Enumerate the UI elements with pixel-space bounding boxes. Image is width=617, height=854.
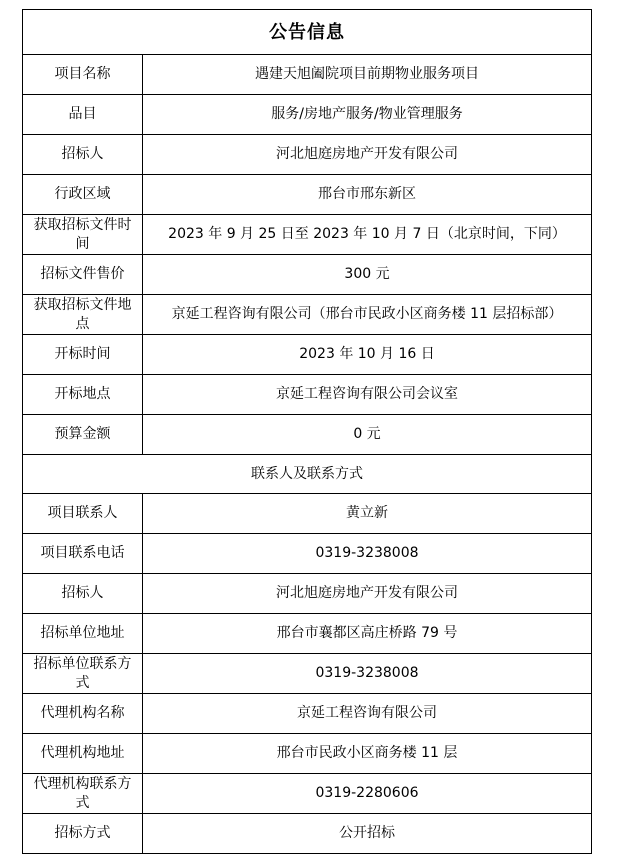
row-project-name (23, 55, 592, 95)
row-project-contact (23, 494, 592, 534)
value-region: 邢台市邢东新区 (143, 175, 592, 215)
label-agency-address: 代理机构地址 (23, 734, 143, 774)
label-document-location: 获取招标文件地点 (23, 295, 143, 335)
label-region: 行政区域 (23, 175, 143, 215)
row-document-location (23, 295, 592, 335)
label-project-contact: 项目联系人 (23, 494, 143, 534)
value-project-phone: 0319-3238008 (143, 534, 592, 574)
label-tenderer-address: 招标单位地址 (23, 614, 143, 654)
value-document-location: 京延工程咨询有限公司（邢台市民政小区商务楼 11 层招标部） (143, 295, 592, 335)
value-opening-time: 2023 年 10 月 16 日 (143, 335, 592, 375)
title-row (23, 10, 592, 55)
label-tenderer-contact: 招标单位联系方式 (23, 654, 143, 694)
row-tenderer (23, 135, 592, 175)
label-contact-tenderer: 招标人 (23, 574, 143, 614)
label-category: 品目 (23, 95, 143, 135)
label-agency-name: 代理机构名称 (23, 694, 143, 734)
label-tenderer: 招标人 (23, 135, 143, 175)
row-opening-time (23, 335, 592, 375)
label-document-price: 招标文件售价 (23, 255, 143, 295)
row-document-time (23, 215, 592, 255)
label-tender-method: 招标方式 (23, 814, 143, 854)
row-tenderer-address (23, 614, 592, 654)
contact-section-heading: 联系人及联系方式 (23, 455, 592, 494)
value-tenderer-address: 邢台市襄都区高庄桥路 79 号 (143, 614, 592, 654)
row-category (23, 95, 592, 135)
row-tenderer-contact (23, 654, 592, 694)
value-document-time: 2023 年 9 月 25 日至 2023 年 10 月 7 日（北京时间，下同） (143, 215, 592, 255)
label-project-name: 项目名称 (23, 55, 143, 95)
table-title: 公告信息 (23, 10, 592, 55)
row-agency-name (23, 694, 592, 734)
row-region (23, 175, 592, 215)
label-document-time: 获取招标文件时间 (23, 215, 143, 255)
value-project-name: 遇建天旭阖院项目前期物业服务项目 (143, 55, 592, 95)
value-agency-contact: 0319-2280606 (143, 774, 592, 814)
label-project-phone: 项目联系电话 (23, 534, 143, 574)
row-opening-location (23, 375, 592, 415)
value-tenderer: 河北旭庭房地产开发有限公司 (143, 135, 592, 175)
row-agency-contact (23, 774, 592, 814)
value-document-price: 300 元 (143, 255, 592, 295)
value-tenderer-contact: 0319-3238008 (143, 654, 592, 694)
row-agency-address (23, 734, 592, 774)
value-agency-name: 京延工程咨询有限公司 (143, 694, 592, 734)
value-project-contact: 黄立新 (143, 494, 592, 534)
value-budget: 0 元 (143, 415, 592, 455)
announcement-table (22, 9, 592, 854)
value-category: 服务/房地产服务/物业管理服务 (143, 95, 592, 135)
value-opening-location: 京延工程咨询有限公司会议室 (143, 375, 592, 415)
label-budget: 预算金额 (23, 415, 143, 455)
label-agency-contact: 代理机构联系方式 (23, 774, 143, 814)
label-opening-time: 开标时间 (23, 335, 143, 375)
row-project-phone (23, 534, 592, 574)
value-agency-address: 邢台市民政小区商务楼 11 层 (143, 734, 592, 774)
value-tender-method: 公开招标 (143, 814, 592, 854)
row-contact-tenderer (23, 574, 592, 614)
row-tender-method (23, 814, 592, 854)
value-contact-tenderer: 河北旭庭房地产开发有限公司 (143, 574, 592, 614)
row-budget (23, 415, 592, 455)
label-opening-location: 开标地点 (23, 375, 143, 415)
row-document-price (23, 255, 592, 295)
contact-section-row (23, 455, 592, 494)
